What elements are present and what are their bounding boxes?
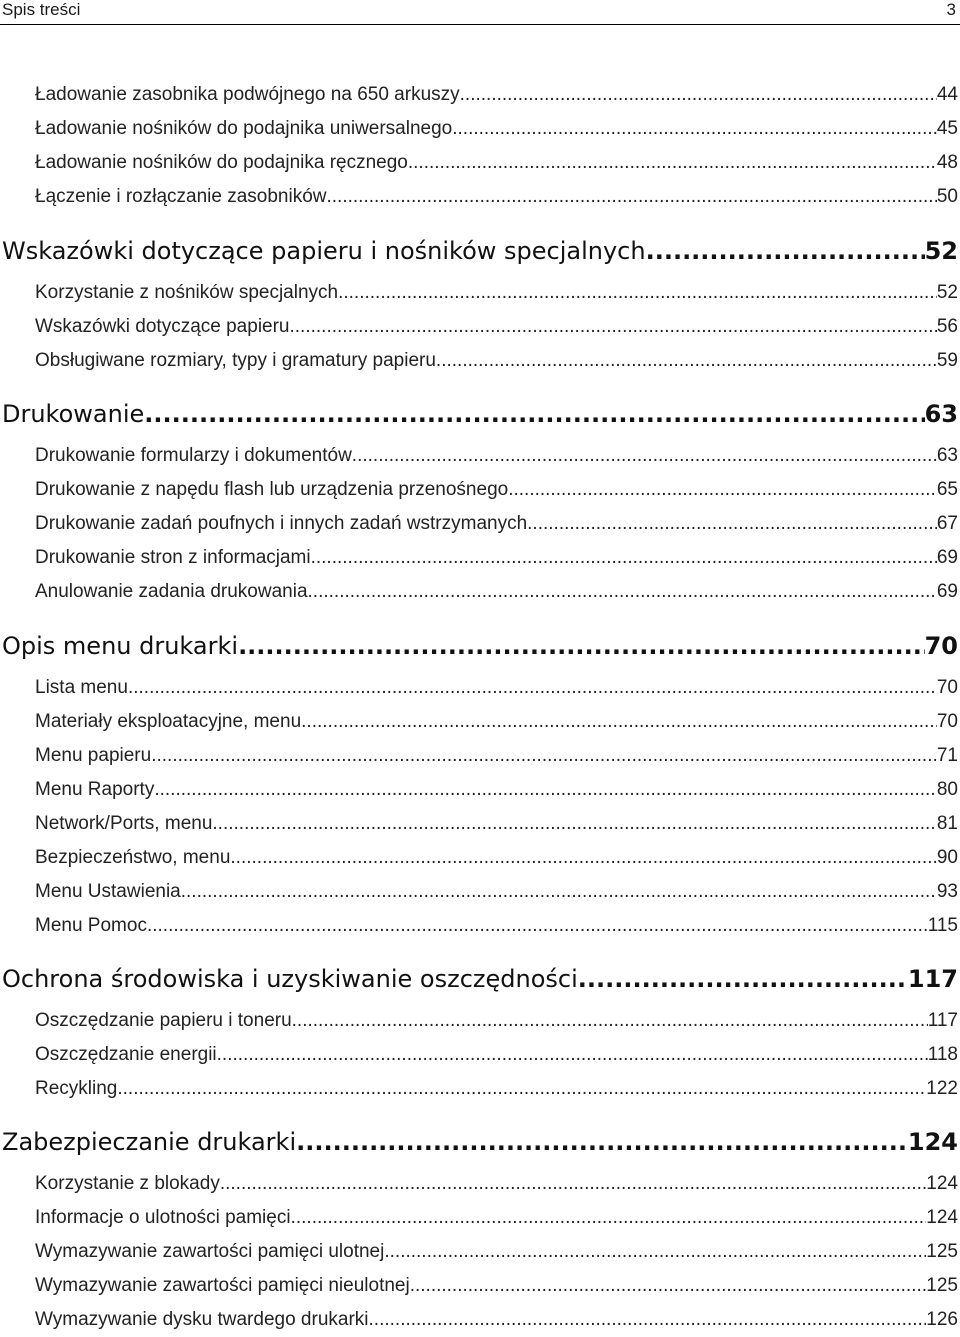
toc-entry-page: 125 <box>926 1275 958 1296</box>
toc-entry-page: 44 <box>936 84 958 105</box>
dot-leader <box>410 1275 927 1297</box>
dot-leader <box>308 581 937 603</box>
toc-entry-label: Drukowanie zadań poufnych i innych zadań wstrzymanych <box>35 513 528 534</box>
toc-entry-label: Menu Pomoc <box>35 915 147 936</box>
dot-leader <box>238 632 925 660</box>
dot-leader <box>230 847 936 869</box>
toc-section-page: 52 <box>924 237 958 265</box>
toc-entry[interactable] <box>35 813 958 841</box>
toc-section-heading[interactable] <box>2 237 958 273</box>
toc-section-heading[interactable] <box>2 400 958 436</box>
toc-entry-page: 65 <box>936 479 958 500</box>
toc-section-label: Wskazówki dotyczące papieru i nośników specjalnych <box>2 237 646 265</box>
toc-entry[interactable] <box>35 152 958 180</box>
toc-entry[interactable] <box>35 513 958 541</box>
toc-section-page: 63 <box>924 400 958 428</box>
toc-entry-page: 115 <box>927 915 958 936</box>
toc-entry[interactable] <box>35 745 958 773</box>
dot-leader <box>291 1207 927 1229</box>
toc-entry[interactable] <box>35 316 958 344</box>
dot-leader <box>527 513 937 535</box>
dot-leader <box>181 881 937 903</box>
toc-section-page: 70 <box>924 632 958 660</box>
dot-leader <box>144 400 924 428</box>
dot-leader <box>217 1044 928 1066</box>
dot-leader <box>646 237 925 265</box>
dot-leader <box>352 445 937 467</box>
toc-entry-label: Ładowanie zasobnika podwójnego na 650 arkuszy <box>35 84 460 105</box>
toc-entry[interactable] <box>35 445 958 473</box>
toc-entry[interactable] <box>35 1173 958 1201</box>
toc-entry[interactable] <box>35 1309 958 1337</box>
toc-entry-page: 122 <box>926 1078 958 1099</box>
toc-section-label: Drukowanie <box>2 400 145 428</box>
toc-section-label: Ochrona środowiska i uzyskiwanie oszczędności <box>2 965 578 993</box>
dot-leader <box>212 813 936 835</box>
toc-entry[interactable] <box>35 1241 958 1269</box>
toc-section-heading[interactable] <box>2 965 958 1001</box>
toc-entry-page: 71 <box>936 745 958 766</box>
dot-leader <box>296 1128 908 1156</box>
toc-entry-page: 70 <box>936 677 958 698</box>
toc-entry-page: 93 <box>936 881 958 902</box>
toc-entry-label: Łączenie i rozłączanie zasobników <box>35 186 327 207</box>
toc-entry-page: 125 <box>926 1241 958 1262</box>
dot-leader <box>578 965 908 993</box>
dot-leader <box>117 1078 926 1100</box>
dot-leader <box>452 118 937 140</box>
toc-entry[interactable] <box>35 1044 958 1072</box>
toc-entry[interactable] <box>35 1010 958 1038</box>
toc-entry-page: 124 <box>926 1207 958 1228</box>
dot-leader <box>436 350 937 372</box>
toc-section-label: Zabezpieczanie drukarki <box>2 1128 297 1156</box>
toc-entry-page: 118 <box>927 1044 958 1065</box>
toc-entry[interactable] <box>35 282 958 310</box>
dot-leader <box>460 84 937 106</box>
dot-leader <box>301 711 937 733</box>
toc-entry-page: 70 <box>936 711 958 732</box>
toc-entry-label: Drukowanie formularzy i dokumentów <box>35 445 352 466</box>
toc-entry[interactable] <box>35 479 958 507</box>
toc-entry[interactable] <box>35 915 958 943</box>
dot-leader <box>311 547 937 569</box>
toc-entry[interactable] <box>35 118 958 146</box>
dot-leader <box>220 1173 926 1195</box>
toc-entry-label: Materiały eksploatacyjne, menu <box>35 711 302 732</box>
toc-entry[interactable] <box>35 779 958 807</box>
toc-entry[interactable] <box>35 547 958 575</box>
toc-entry-label: Informacje o ulotności pamięci <box>35 1207 291 1228</box>
dot-leader <box>408 152 937 174</box>
toc-entry-page: 90 <box>936 847 958 868</box>
toc-entry-page: 67 <box>936 513 958 534</box>
toc-entry-label: Menu papieru <box>35 745 152 766</box>
toc-entry-page: 117 <box>927 1010 958 1031</box>
toc-entry-page: 52 <box>936 282 958 303</box>
toc-entry-page: 63 <box>936 445 958 466</box>
toc-entry-label: Wymazywanie dysku twardego drukarki <box>35 1309 369 1330</box>
toc-entry[interactable] <box>35 711 958 739</box>
toc-entry-label: Korzystanie z blokady <box>35 1173 220 1194</box>
toc-entry-page: 48 <box>936 152 958 173</box>
toc-entry-label: Oszczędzanie energii <box>35 1044 217 1065</box>
toc-entry-page: 69 <box>936 581 958 602</box>
toc-entry[interactable] <box>35 847 958 875</box>
toc-entry-page: 59 <box>936 350 958 371</box>
toc-entry[interactable] <box>35 581 958 609</box>
toc-entry-label: Drukowanie stron z informacjami <box>35 547 311 568</box>
toc-entry-label: Bezpieczeństwo, menu <box>35 847 231 868</box>
toc-section-heading[interactable] <box>2 632 958 668</box>
dot-leader <box>147 915 928 937</box>
toc-entry-page: 124 <box>926 1173 958 1194</box>
dot-leader <box>151 745 937 767</box>
toc-entry-label: Obsługiwane rozmiary, typy i gramatury papieru <box>35 350 436 371</box>
toc-entry-label: Oszczędzanie papieru i toneru <box>35 1010 292 1031</box>
dot-leader <box>384 1241 926 1263</box>
toc-entry[interactable] <box>35 1275 958 1303</box>
toc-entry-page: 45 <box>936 118 958 139</box>
toc-entry-label: Ładowanie nośników do podajnika uniwersalnego <box>35 118 453 139</box>
toc-entry-label: Korzystanie z nośników specjalnych <box>35 282 339 303</box>
toc-entry[interactable] <box>35 186 958 214</box>
toc-entry-page: 80 <box>936 779 958 800</box>
toc-section-heading[interactable] <box>2 1128 958 1164</box>
dot-leader <box>290 316 937 338</box>
toc-entry-label: Network/Ports, menu <box>35 813 213 834</box>
toc-entry-page: 56 <box>936 316 958 337</box>
toc-entry-label: Wskazówki dotyczące papieru <box>35 316 290 337</box>
page-header <box>0 0 960 25</box>
toc-entry[interactable] <box>35 84 958 112</box>
toc-entry-label: Menu Ustawienia <box>35 881 181 902</box>
toc-section-page: 124 <box>907 1128 958 1156</box>
toc-section-label: Opis menu drukarki <box>2 632 239 660</box>
dot-leader <box>508 479 937 501</box>
toc-entry-page: 126 <box>926 1309 958 1330</box>
toc-entry-label: Wymazywanie zawartości pamięci nieulotnej <box>35 1275 410 1296</box>
toc-entry[interactable] <box>35 1078 958 1106</box>
dot-leader <box>369 1309 927 1331</box>
dot-leader <box>128 677 937 699</box>
toc-section-page: 117 <box>907 965 958 993</box>
toc-entry-page: 81 <box>936 813 958 834</box>
dot-leader <box>338 282 937 304</box>
toc-entry-page: 50 <box>936 186 958 207</box>
page-number: 3 <box>946 0 956 19</box>
dot-leader <box>292 1010 928 1032</box>
dot-leader <box>154 779 937 801</box>
toc-entry-label: Ładowanie nośników do podajnika ręcznego <box>35 152 408 173</box>
dot-leader <box>327 186 937 208</box>
toc-entry-label: Lista menu <box>35 677 128 698</box>
toc-entry-label: Recykling <box>35 1078 118 1099</box>
toc-entry[interactable] <box>35 350 958 378</box>
page-title: Spis treści <box>2 0 81 19</box>
toc-entry-label: Anulowanie zadania drukowania <box>35 581 308 602</box>
toc-entry-page: 69 <box>936 547 958 568</box>
toc-entry[interactable] <box>35 1207 958 1235</box>
toc-entry-label: Menu Raporty <box>35 779 155 800</box>
toc-entry-label: Drukowanie z napędu flash lub urządzenia przenośnego <box>35 479 509 500</box>
toc-entry[interactable] <box>35 677 958 705</box>
toc-entry-label: Wymazywanie zawartości pamięci ulotnej <box>35 1241 385 1262</box>
toc-entry[interactable] <box>35 881 958 909</box>
